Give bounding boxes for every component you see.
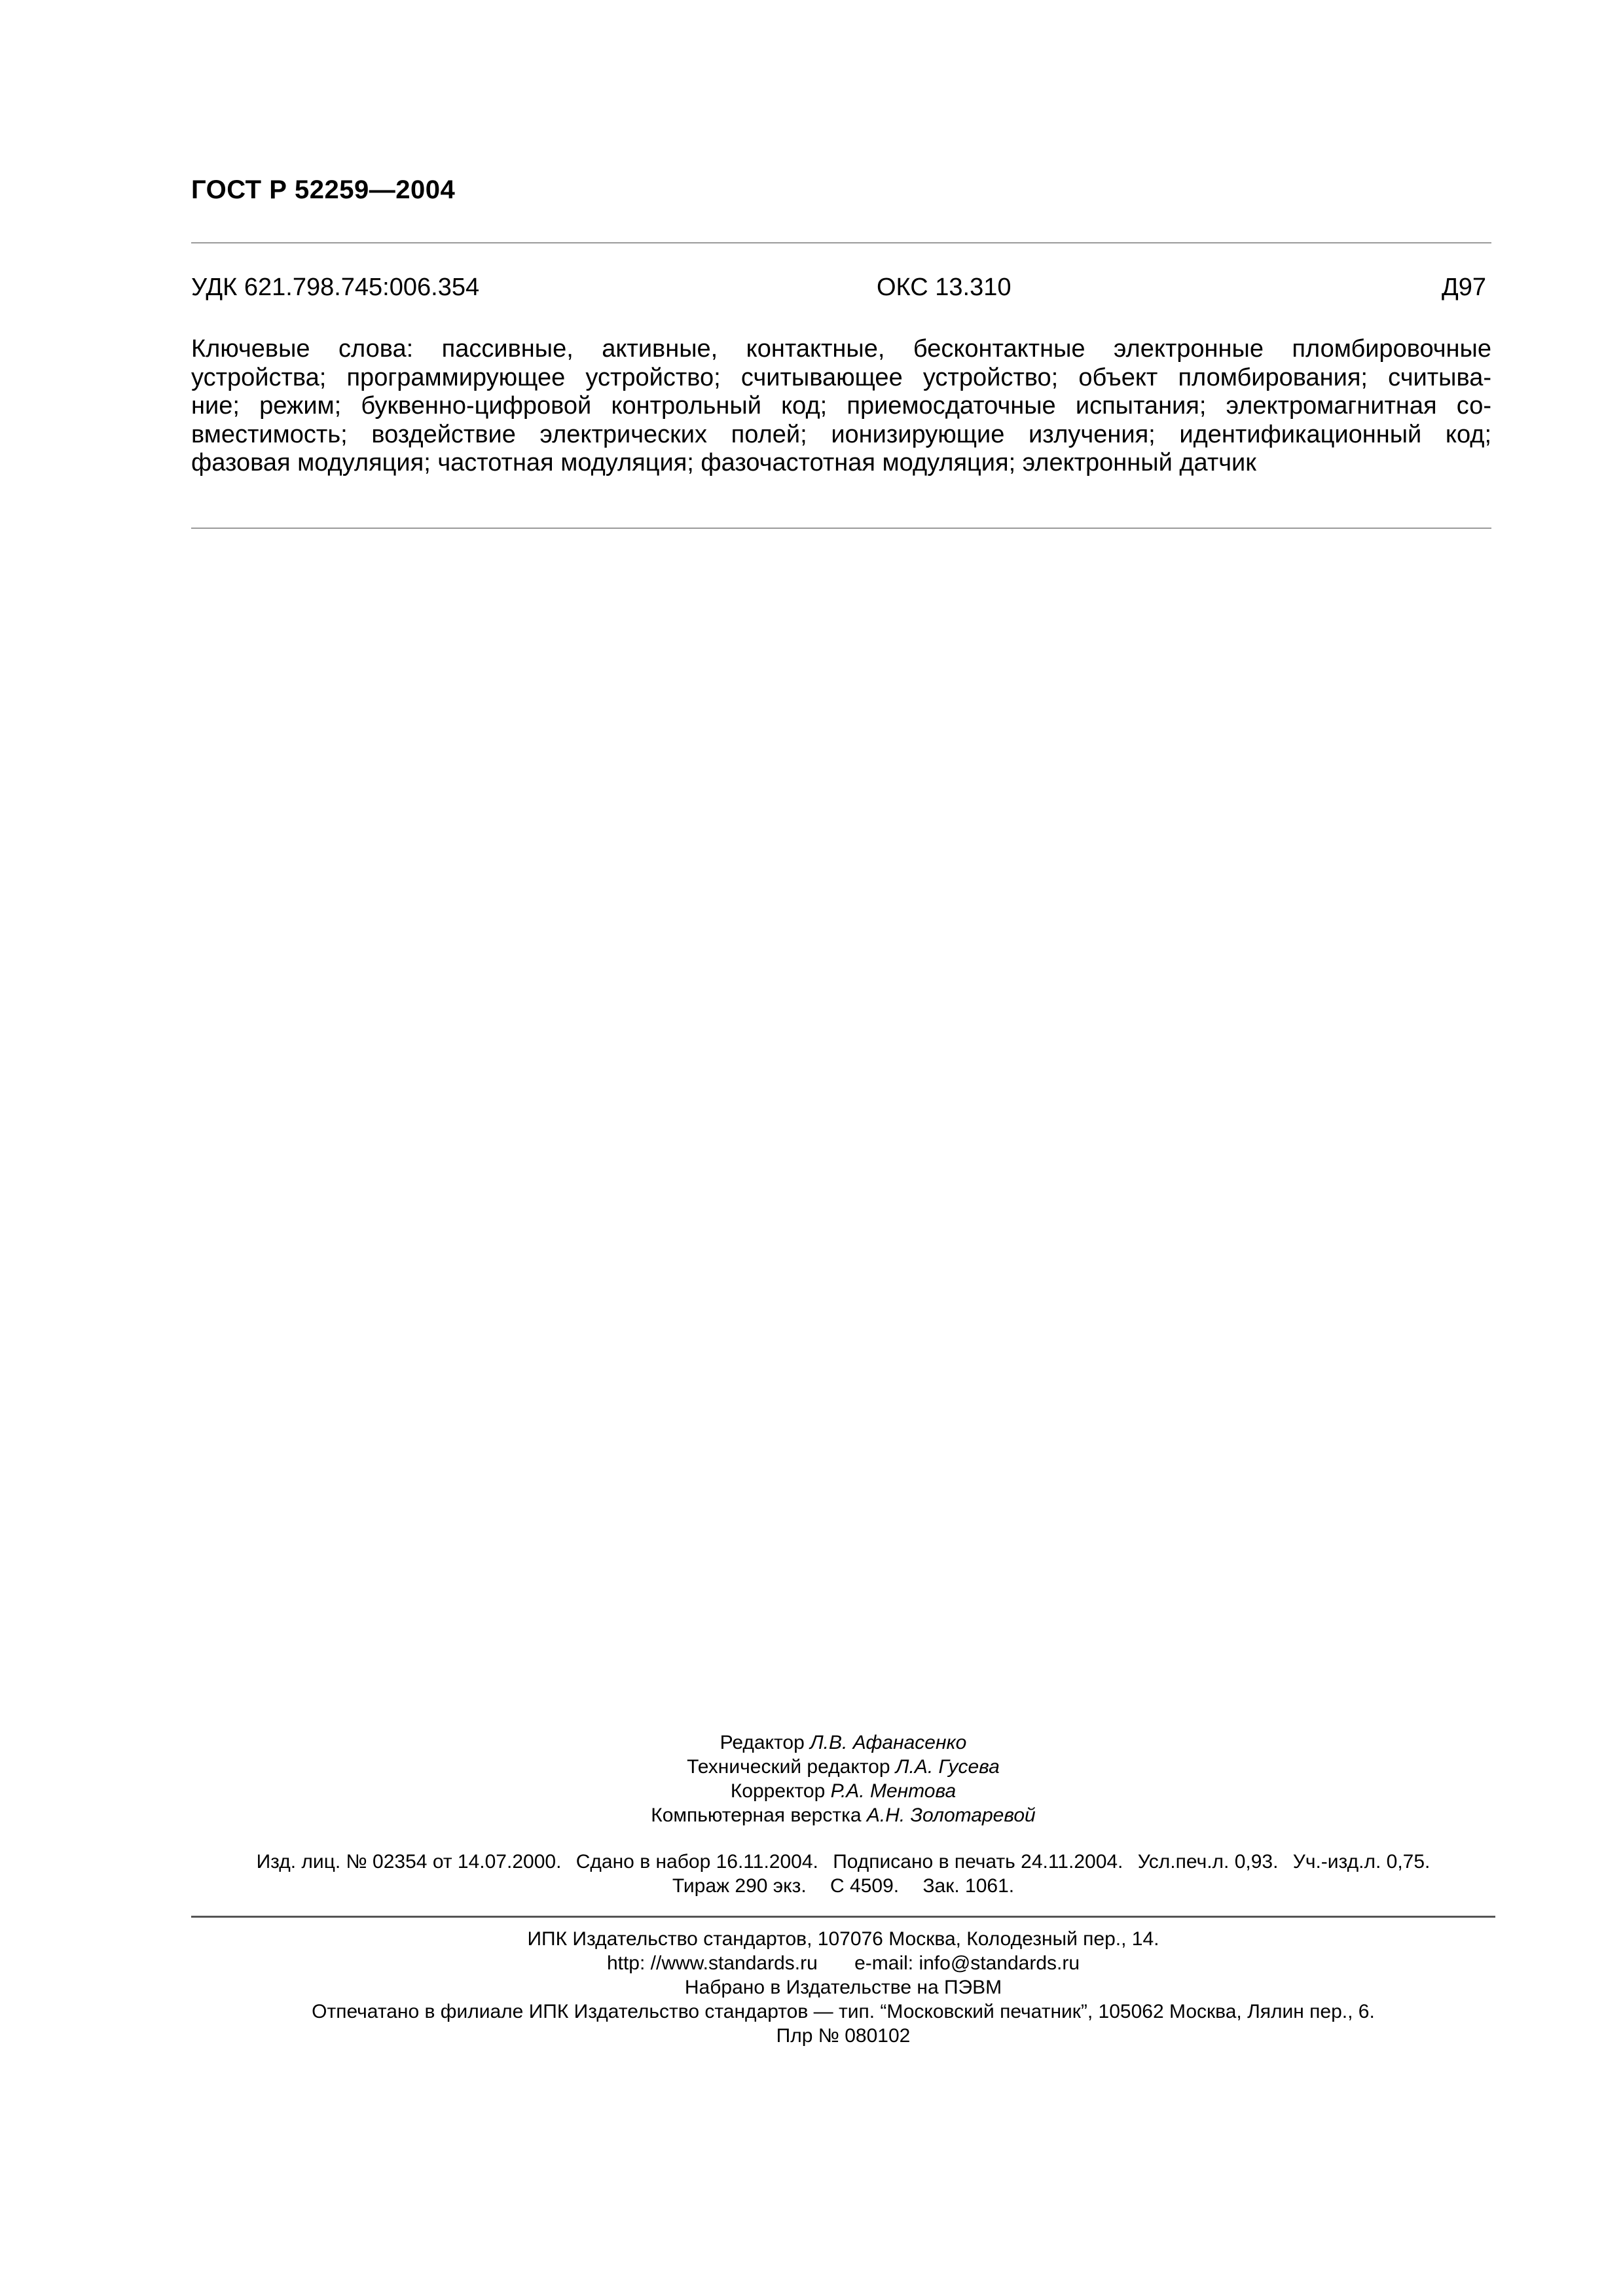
tech-editor-line [191, 1755, 1495, 1779]
print-sheets: Усл.печ.л. 0,93. [1137, 1851, 1279, 1873]
editor-name: Л.В. Афанасенко [810, 1732, 967, 1753]
license: Изд. лиц. № 02354 от 14.07.2000. [256, 1851, 562, 1873]
classification-row [191, 274, 1491, 306]
layout-line [191, 1803, 1495, 1827]
publisher-address: ИПК Издательство стандартов, 107076 Москва, Колодезный пер., 14. [527, 1928, 1159, 1950]
publication-line-1 [191, 1850, 1495, 1874]
publication-line-2 [191, 1874, 1495, 1898]
circulation: Тираж 290 экз. [672, 1875, 807, 1897]
keywords-line: Ключевые слова: пассивные, активные, контактные, бесконтактные электронные пломбировочные [191, 335, 1491, 363]
publisher-contacts [191, 1951, 1495, 1975]
typeset-note: Набрано в Издательстве на ПЭВМ [684, 1977, 1002, 1998]
group-code: Д97 [1441, 274, 1486, 301]
c-code: С 4509. [830, 1875, 900, 1897]
keywords-line: ние; режим; буквенно-цифровой контрольный код; приемосдаточные испытания; электромагнитная со- [191, 392, 1491, 420]
top-divider [191, 242, 1491, 243]
editor-line [191, 1731, 1495, 1755]
tech-editor-name: Л.А. Гусева [895, 1756, 1000, 1778]
keywords-paragraph [191, 335, 1491, 478]
printed-note: Отпечатано в филиале ИПК Издательство стандартов — тип. “Московский печатник”, 105062 Москва, Лялин пер., 6. [312, 2001, 1375, 2022]
typeset-date: Сдано в набор 16.11.2004. [575, 1851, 818, 1873]
plr-number: Плр № 080102 [776, 2025, 911, 2047]
keywords-line: фазовая модуляция; частотная модуляция; фазочастотная модуляция; электронный датчик [191, 449, 1256, 477]
layout-label: Компьютерная верстка [651, 1804, 862, 1826]
document-standard-number: ГОСТ Р 52259—2004 [191, 175, 456, 204]
publisher-email: e-mail: info@standards.ru [854, 1952, 1080, 1974]
staff-credits [191, 1731, 1495, 1827]
middle-divider [191, 528, 1491, 529]
udk-code: УДК 621.798.745:006.354 [191, 274, 480, 301]
publication-info [191, 1850, 1495, 1898]
publisher-info [191, 1927, 1495, 2048]
order-number: Зак. 1061. [922, 1875, 1015, 1897]
oks-code: ОКС 13.310 [877, 274, 1012, 301]
bottom-divider [191, 1916, 1495, 1918]
tech-editor-label: Технический редактор [687, 1756, 890, 1778]
corrector-label: Корректор [730, 1780, 826, 1802]
layout-name: А.Н. Золотаревой [866, 1804, 1036, 1826]
corrector-line [191, 1779, 1495, 1803]
keywords-line: вместимость; воздействие электрических полей; ионизирующие излучения; идентификационный код; [191, 420, 1491, 448]
publisher-web: http: //www.standards.ru [606, 1952, 818, 1974]
editor-label: Редактор [720, 1732, 805, 1753]
pub-sheets: Уч.-изд.л. 0,75. [1292, 1851, 1431, 1873]
keywords-line: устройства; программирующее устройство; считывающее устройство; объект пломбирования; считыва- [191, 363, 1491, 391]
corrector-name: Р.А. Ментова [830, 1780, 957, 1802]
signed-date: Подписано в печать 24.11.2004. [833, 1851, 1123, 1873]
